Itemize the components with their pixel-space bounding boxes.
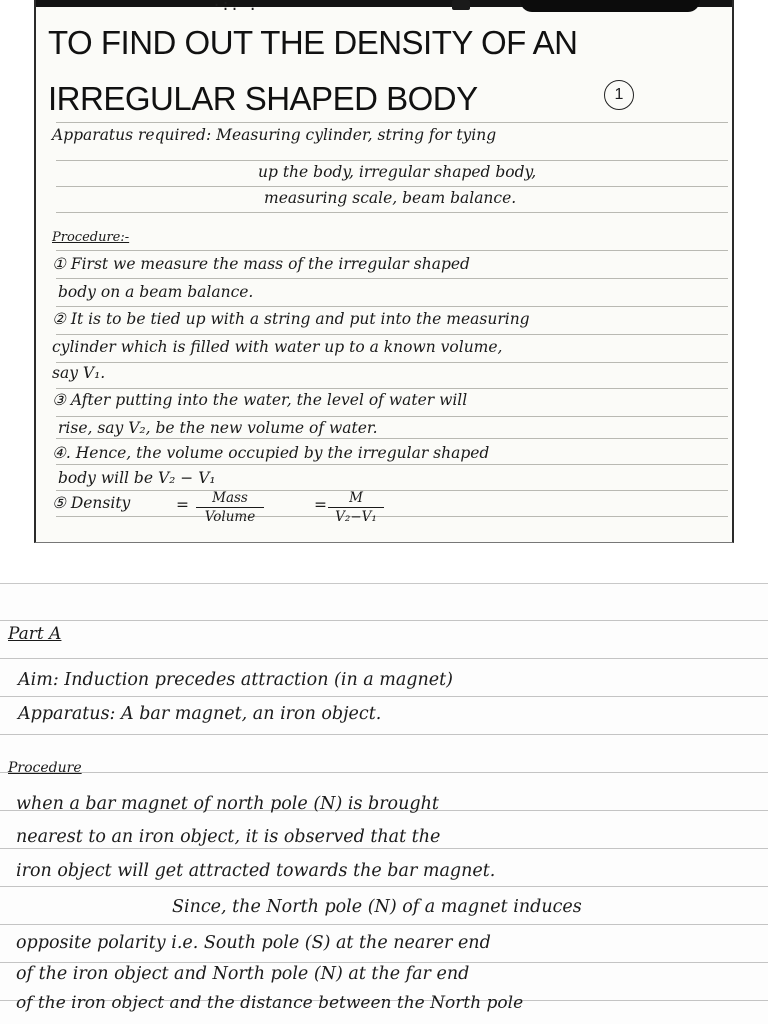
ruled-line: [0, 658, 768, 659]
step-4-line-2: body will be V₂ − V₁: [58, 469, 216, 487]
ruled-line: [0, 962, 768, 963]
ruled-line: [56, 122, 728, 123]
ruled-line: [56, 212, 728, 213]
equals-sign: =: [314, 496, 327, 514]
ruled-line: [56, 250, 728, 251]
step-3-line-2: rise, say V₂, be the new volume of water.: [58, 419, 378, 437]
ruled-line: [56, 490, 728, 491]
scan-edge-shadow: [520, 0, 700, 12]
ruled-line: [56, 334, 728, 335]
fraction-denominator: V₂−V₁: [335, 509, 377, 525]
fraction-denominator: Volume: [204, 509, 256, 525]
ruled-line: [56, 362, 728, 363]
ruled-line: [56, 416, 728, 417]
fraction-m-over-volume-diff: [328, 490, 384, 525]
procedure-line: iron object will get attracted towards the bar magnet.: [16, 861, 496, 881]
page-title-line-2: IRREGULAR SHAPED BODY: [48, 80, 478, 117]
step-1-line-2: body on a beam balance.: [58, 283, 254, 301]
ruled-line: [0, 772, 768, 773]
procedure-line: Since, the North pole (N) of a magnet induces: [172, 897, 582, 917]
fraction-numerator: Mass: [196, 490, 264, 508]
apparatus-line-1: Apparatus required: Measuring cylinder, string for tying: [52, 126, 497, 144]
part-heading: Part A: [8, 624, 62, 644]
page-number-circle: 1: [604, 80, 634, 110]
step-4-line-1: ④. Hence, the volume occupied by the irregular shaped: [52, 444, 490, 462]
procedure-line: of the iron object and the distance between the North pole: [16, 993, 524, 1013]
ruled-line: [0, 924, 768, 925]
scan-edge-mark: ·:. .: [212, 0, 258, 14]
notebook-page-density: [34, 0, 734, 543]
procedure-line: when a bar magnet of north pole (N) is brought: [16, 794, 439, 814]
apparatus-line-3: measuring scale, beam balance.: [264, 189, 517, 207]
ruled-line: [56, 186, 728, 187]
scan-edge-mark: [452, 0, 470, 10]
ruled-line: [0, 696, 768, 697]
ruled-line: [56, 306, 728, 307]
notebook-page-magnet: [0, 583, 768, 1024]
procedure-line: nearest to an iron object, it is observed that the: [16, 827, 441, 847]
procedure-line: opposite polarity i.e. South pole (S) at the nearer end: [16, 933, 491, 953]
procedure-line: of the iron object and North pole (N) at the far end: [16, 964, 470, 984]
aim-line: Aim: Induction precedes attraction (in a magnet): [18, 670, 453, 690]
step-2-line-2: cylinder which is filled with water up to a known volume,: [52, 338, 503, 356]
step-2-line-1: ② It is to be tied up with a string and put into the measuring: [52, 310, 530, 328]
step-5-label: ⑤ Density: [52, 494, 131, 512]
ruled-line: [56, 278, 728, 279]
ruled-line: [56, 160, 728, 161]
page-title-line-1: TO FIND OUT THE DENSITY OF AN: [48, 24, 578, 61]
ruled-line: [0, 734, 768, 735]
fraction-numerator: M: [328, 490, 384, 508]
fraction-mass-over-volume: [196, 490, 264, 525]
procedure-heading: Procedure:-: [52, 230, 130, 245]
apparatus-line-2: up the body, irregular shaped body,: [258, 163, 537, 181]
step-3-line-1: ③ After putting into the water, the level of water will: [52, 391, 468, 409]
procedure-heading: Procedure: [8, 760, 82, 776]
ruled-line: [0, 620, 768, 621]
apparatus-line: Apparatus: A bar magnet, an iron object.: [18, 704, 382, 724]
ruled-line: [0, 886, 768, 887]
ruled-line: [0, 848, 768, 849]
ruled-line: [56, 516, 728, 517]
ruled-line: [56, 388, 728, 389]
equals-sign: =: [176, 496, 189, 514]
ruled-line: [56, 438, 728, 439]
step-2-line-3: say V₁.: [52, 364, 106, 382]
step-1-line-1: ① First we measure the mass of the irregular shaped: [52, 255, 470, 273]
ruled-line: [56, 464, 728, 465]
